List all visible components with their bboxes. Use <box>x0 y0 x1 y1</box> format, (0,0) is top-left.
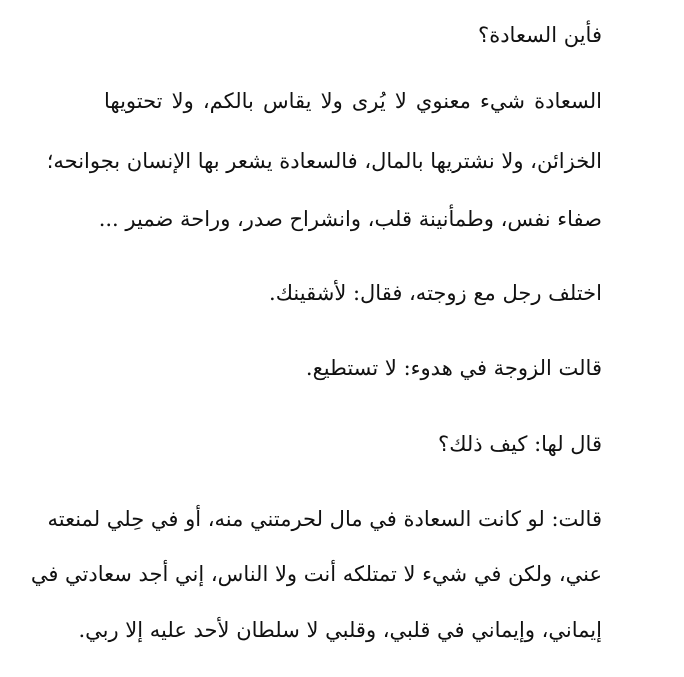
dialogue-line1: اختلف رجل مع زوجته، فقال: لأشقينك. <box>269 281 602 305</box>
dialogue-line2: قالت الزوجة في هدوء: لا تستطيع. <box>305 356 602 380</box>
paragraph2-line2: عني، ولكن في شيء لا تمتلكه أنت ولا الناس، إني أجد سعادتي في <box>30 562 602 586</box>
paragraph1-line3: صفاء نفس، وطمأنينة قلب، وانشراح صدر، وراحة ضمير ... <box>98 207 602 231</box>
paragraph2-line3: إيماني، وإيماني في قلبي، وقلبي لا سلطان لأحد عليه إلا ربي. <box>78 618 602 642</box>
paragraph2-line1: قالت: لو كانت السعادة في مال لحرمتني منه، أو في حِلي لمنعته <box>47 507 602 531</box>
paragraph1-line2: الخزائن، ولا نشتريها بالمال، فالسعادة يشعر بها الإنسان بجوانحه؛ <box>46 149 602 173</box>
paragraph1-line1: السعادة شيء معنوي لا يُرى ولا يقاس بالكم، ولا تحتويها <box>104 89 602 113</box>
heading: فأين السعادة؟ <box>478 23 602 47</box>
dialogue-line3: قال لها: كيف ذلك؟ <box>438 432 602 456</box>
